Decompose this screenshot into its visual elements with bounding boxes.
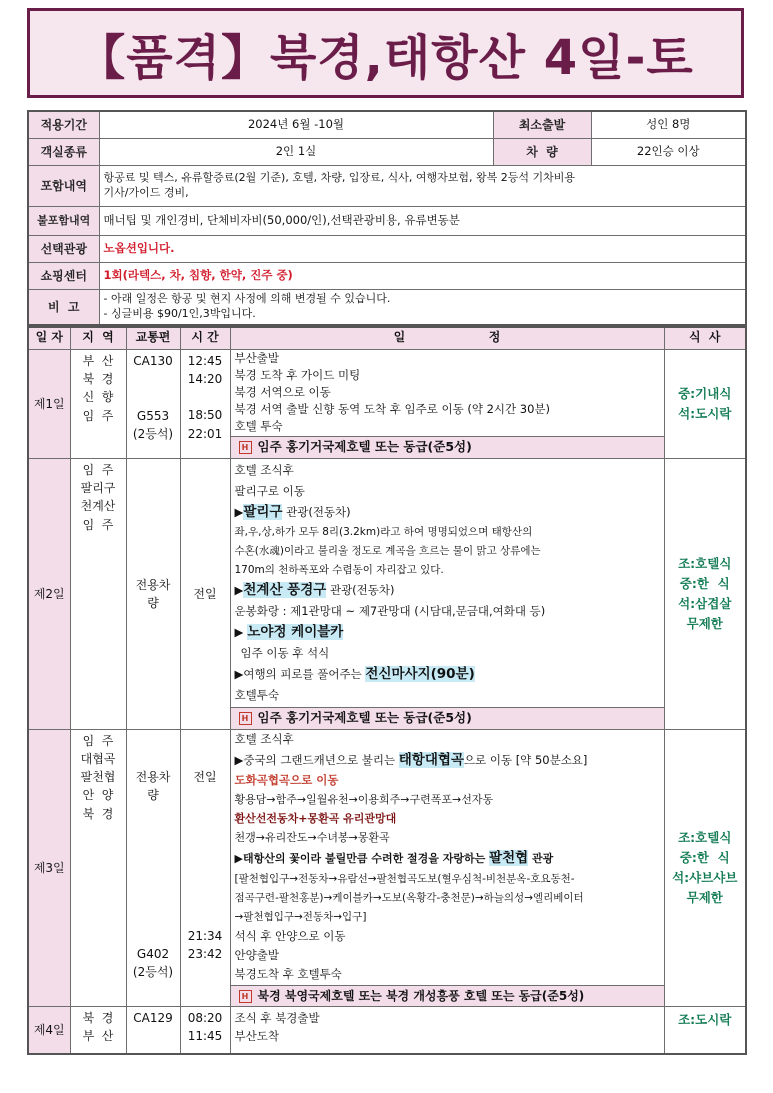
- place: 신 향: [82, 390, 114, 405]
- day2-row: [28, 458, 746, 707]
- place: 북 경: [82, 372, 114, 387]
- sight-name: 노야정 케이블카: [247, 623, 344, 640]
- meal: 석:도시락: [678, 405, 732, 421]
- description-line: 170m의 천하폭포와 수렴동이 자리잡고 있다.: [234, 563, 444, 576]
- day3-itinerary: [230, 729, 664, 985]
- sight-cheongyesan: ▶천계산 풍경구 관광(전동차): [234, 581, 395, 598]
- itinerary-line: 도화곡협곡으로 이동: [234, 772, 339, 787]
- line-highlight: 팔천협: [489, 849, 529, 866]
- note-line-2: - 싱글비용 $90/1인,3박입니다.: [103, 307, 256, 320]
- itinerary-line: [팔천협입구→전동차→유람선→팔천협곡도보(혈우심척-비천분옥-호요동천-: [234, 872, 575, 885]
- place: 임 주: [82, 408, 114, 423]
- massage-prefix: ▶여행의 피로를 풀어주는: [234, 666, 366, 681]
- included-line-2: 기사/가이드 경비,: [103, 186, 189, 199]
- time: 18:50: [187, 408, 223, 423]
- itinerary-line: 부산출발: [234, 351, 279, 365]
- day1-places: [70, 350, 126, 459]
- hotel-name: 임주 홍기거국제호텔 또는 동급(준5성): [257, 439, 472, 454]
- day4-transport: CA129: [126, 1006, 180, 1054]
- place: 북 경: [82, 806, 114, 821]
- place: 부 산: [82, 354, 114, 368]
- itinerary-line: 안양출발: [234, 947, 279, 962]
- day3-transport: [126, 729, 180, 1006]
- meal: 무제한: [686, 889, 723, 905]
- hotel-icon: H: [239, 712, 252, 725]
- sight-name: 천계산 풍경구: [243, 581, 327, 598]
- schedule-table: [27, 326, 747, 1055]
- time: 23:42: [187, 947, 223, 962]
- massage-highlight: 전신마사지(90분): [365, 665, 475, 682]
- line-highlight: 태항대협곡: [398, 751, 464, 768]
- meal: 중:기내식: [678, 385, 732, 401]
- itinerary-line: 북경 도착 후 가이드 미팅: [234, 368, 361, 382]
- sight-suffix: 관광(전동차): [326, 582, 395, 597]
- itinerary-line: 호텔 조식후: [234, 462, 294, 477]
- day3-meals: [664, 729, 746, 1006]
- itinerary-line: 조식 후 북경출발: [234, 1010, 320, 1025]
- itinerary-line: 북경도착 후 호텔투숙: [234, 966, 342, 981]
- time: 11:45: [187, 1029, 223, 1044]
- min-departure-label: 최소출발: [493, 111, 591, 139]
- meal: 석:삼겹살: [678, 595, 732, 611]
- included-label: 포함내역: [28, 166, 99, 207]
- train-code: G553: [136, 409, 170, 424]
- itinerary-line: 호텔투숙: [234, 687, 279, 702]
- place: 부 산: [82, 1029, 114, 1044]
- time: 14:20: [187, 372, 223, 387]
- info-row-period: [28, 111, 746, 139]
- header-meal: 식 사: [664, 327, 746, 350]
- included-value: [99, 166, 746, 207]
- itinerary-line: 북경 서역 출발 신향 동역 도착 후 임주로 이동 (약 2시간 30분): [234, 402, 551, 416]
- place: 북 경: [82, 1010, 114, 1025]
- optional-tour-label: 선택관광: [28, 236, 99, 263]
- optional-tour-value: 노옵션입니다.: [99, 236, 746, 263]
- sight-cable-car: ▶ 노야정 케이블카: [234, 623, 344, 640]
- header-region: 지 역: [70, 327, 126, 350]
- header-itinerary: 일 정: [230, 327, 664, 350]
- itinerary-line: 환산선전동차+몽환곡 유리관망대: [234, 811, 397, 825]
- itinerary-line: 북경 서역으로 이동: [234, 385, 331, 399]
- day2-transport: 전용차량: [126, 458, 180, 729]
- day4-places: [70, 1006, 126, 1054]
- sight-name: 팔리구: [243, 503, 283, 520]
- line-suffix: 으로 이동 [약 50분소요]: [463, 752, 588, 767]
- header-time: 시 간: [180, 327, 230, 350]
- palcheonhyeop-line: [235, 847, 660, 870]
- itinerary-line: 부산도착: [234, 1028, 279, 1043]
- day1-itinerary: [230, 350, 664, 437]
- info-row-optional: [28, 236, 746, 263]
- day2-hotel: [230, 707, 664, 729]
- description-line: 좌,우,상,하가 모두 8리(3.2km)라고 하여 명명되었으며 태항산의: [234, 525, 533, 538]
- vehicle-label: 차 량: [493, 139, 591, 166]
- meal: 조:호텔식: [678, 555, 732, 571]
- day3-places: [70, 729, 126, 1006]
- excluded-value: 매너팁 및 개인경비, 단체비자비(50,000/인),선택관광비용, 유류변동분: [99, 207, 746, 236]
- flight-code: CA130: [133, 354, 173, 368]
- sight-suffix: 관광(전동차): [282, 504, 351, 519]
- info-row-room: [28, 139, 746, 166]
- day4-itinerary: [230, 1006, 664, 1054]
- day4-row: [28, 1006, 746, 1054]
- place: 팔리구: [80, 481, 116, 496]
- header-transport: 교통편: [126, 327, 180, 350]
- place: 임 주: [82, 733, 114, 748]
- day1-transport: [126, 350, 180, 459]
- day4-times: [180, 1006, 230, 1054]
- place: 천계산: [80, 499, 116, 514]
- note-line-1: - 아래 일정은 항공 및 현지 사정에 의해 변경될 수 있습니다.: [103, 292, 391, 306]
- time: 21:34: [187, 928, 223, 943]
- day2-time: 전일: [180, 458, 230, 729]
- shopping-label: 쇼핑센터: [28, 263, 99, 290]
- page-title: 【품격】북경,태항산 4일-토: [77, 29, 694, 86]
- line-suffix: 관광: [528, 851, 554, 865]
- day2-places: [70, 458, 126, 729]
- day3-label: 제3일: [28, 729, 70, 1006]
- room-value: 2인 1실: [99, 139, 493, 166]
- hotel-icon: H: [239, 441, 252, 454]
- note-label: 비 고: [28, 290, 99, 326]
- room-label: 객실종류: [28, 139, 99, 166]
- day1-hotel: [230, 437, 664, 459]
- train-class: (2등석): [132, 965, 174, 980]
- meal: 조:도시락: [678, 1011, 732, 1027]
- grand-canyon-line: [235, 749, 660, 771]
- excluded-label: 불포함내역: [28, 207, 99, 236]
- info-row-included: [28, 166, 746, 207]
- info-row-note: [28, 290, 746, 326]
- header-day: 일 자: [28, 327, 70, 350]
- day4-label: 제4일: [28, 1006, 70, 1054]
- day2-meals: [664, 458, 746, 729]
- time: 22:01: [187, 426, 223, 441]
- itinerary-line: →팔천협입구→전동차→입구]: [234, 910, 367, 923]
- vehicle-value: 22인승 이상: [591, 139, 746, 166]
- itinerary-line: 임주 이동 후 석식: [240, 645, 330, 660]
- line-prefix: ▶중국의 그랜드캐년으로 불리는: [234, 752, 399, 767]
- meal: 조:호텔식: [678, 829, 732, 845]
- itinerary-line: 점곡구련-팔천홍분)→케이블카→도보(옥황각-충천문)→하늘의성→엘리베이터: [234, 891, 584, 904]
- hotel-icon: H: [239, 990, 252, 1003]
- description-line: 수혼(水魂)이라고 불리울 정도로 계곡을 흐르는 물이 맑고 상류에는: [234, 544, 541, 557]
- place: 대협곡: [80, 751, 116, 766]
- itinerary-line: 호텔 조식후: [234, 731, 294, 746]
- day3-row: [28, 729, 746, 985]
- meal: 중:한 식: [679, 849, 730, 865]
- day4-meals: [664, 1006, 746, 1054]
- train-class: (2등석): [132, 427, 174, 442]
- hotel-name: 임주 홍기거국제호텔 또는 동급(준5성): [257, 709, 472, 725]
- place: 임 주: [82, 517, 114, 532]
- hotel-name: 북경 북영국제호텔 또는 북경 개성흥풍 호텔 또는 동급(준5성): [257, 988, 585, 1003]
- day2-label: 제2일: [28, 458, 70, 729]
- day3-times: [180, 729, 230, 1006]
- itinerary-line: 황용담→함주→일월유천→이용희주→구련폭포→선자동: [234, 792, 494, 806]
- info-row-shopping: [28, 263, 746, 290]
- title-banner: [27, 8, 744, 98]
- itinerary-line: 운봉화랑 : 제1관망대 ~ 제7관망대 (시담대,문금대,여화대 등): [234, 603, 546, 618]
- period-value: 2024년 6월 -10월: [99, 111, 493, 139]
- itinerary-line: 호텔 투숙: [234, 419, 283, 433]
- train-code: G402: [136, 947, 170, 962]
- itinerary-line: 석식 후 안양으로 이동: [234, 928, 346, 943]
- transport: 전용차량: [135, 769, 171, 802]
- line-prefix: ▶태항산의 꽃이라 불릴만큼 수려한 절경을 자랑하는: [234, 851, 490, 865]
- day1-label: 제1일: [28, 350, 70, 459]
- meal: 무제한: [686, 615, 723, 631]
- itinerary-line: 팔리구로 이동: [234, 483, 305, 498]
- day1-times: [180, 350, 230, 459]
- time: 12:45: [187, 354, 223, 368]
- meal: 중:한 식: [679, 575, 730, 591]
- day3-hotel: [230, 985, 664, 1006]
- note-value: [99, 290, 746, 326]
- shopping-value: 1회(라텍스, 차, 침향, 한약, 진주 중): [99, 263, 746, 290]
- info-row-excluded: [28, 207, 746, 236]
- place: 팔천협: [80, 770, 116, 785]
- min-departure-value: 성인 8명: [591, 111, 746, 139]
- info-table: [27, 110, 747, 326]
- period-label: 적용기간: [28, 111, 99, 139]
- massage-line: [235, 664, 660, 685]
- day1-row: [28, 350, 746, 437]
- time: 08:20: [187, 1010, 223, 1025]
- sight-palligu: ▶팔리구 관광(전동차): [234, 503, 351, 520]
- schedule-header: [28, 327, 746, 350]
- place: 임 주: [82, 462, 114, 477]
- itinerary-line: 천갱→유리잔도→수녀봉→몽환곡: [234, 830, 390, 844]
- included-line-1: 항공료 및 텍스, 유류할증료(2월 기준), 호텔, 차량, 입장료, 식사, 여행자보험, 왕복 2등석 기차비용: [103, 171, 576, 185]
- day1-meals: [664, 350, 746, 459]
- meal: 석:샤브샤브: [672, 869, 738, 885]
- place: 안 양: [82, 788, 114, 803]
- day2-itinerary: [230, 458, 664, 707]
- time: 전일: [193, 769, 217, 784]
